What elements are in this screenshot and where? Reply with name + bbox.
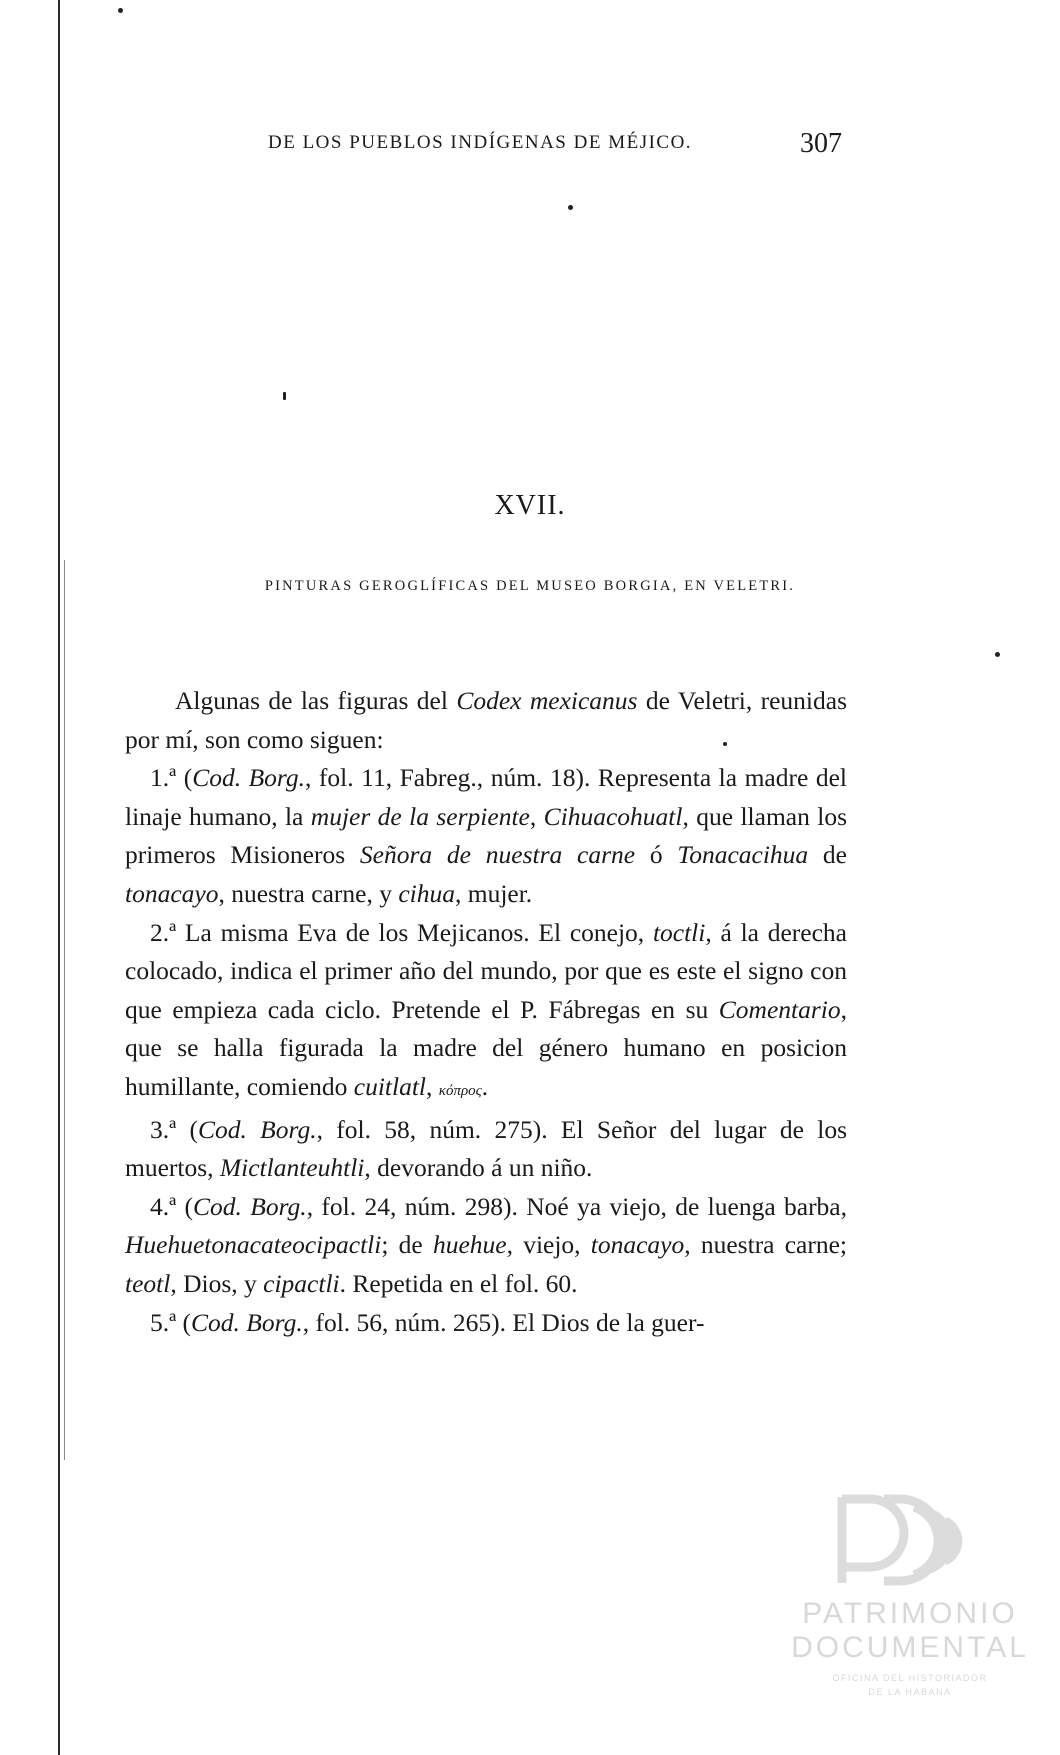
italic-term: Codex mexicanus bbox=[456, 686, 638, 715]
italic-term: Señora de nuestra carne bbox=[359, 840, 636, 870]
italic-term: Comentario bbox=[718, 994, 841, 1024]
italic-term: Cihuacohuatl bbox=[543, 801, 683, 831]
text-run: , fol. 58, núm. 275). El Señor del lugar de los muertos, bbox=[125, 1114, 847, 1183]
ink-speck bbox=[568, 205, 573, 210]
text-run: , viejo, bbox=[506, 1230, 591, 1260]
text-run: de Veletri, reunidas por mí, son como siguen: bbox=[125, 686, 847, 754]
paragraph bbox=[125, 914, 847, 1111]
watermark-line-3: OFICINA DEL HISTORIADOR bbox=[832, 1673, 988, 1683]
italic-term: huehue bbox=[432, 1230, 507, 1260]
text-run: 5.ª ( bbox=[150, 1307, 192, 1337]
italic-term: Cod. Borg. bbox=[191, 1307, 303, 1337]
body-text bbox=[125, 682, 847, 1342]
text-run: , Dios, y bbox=[170, 1268, 264, 1298]
italic-term: Tonacacihua bbox=[677, 840, 809, 870]
italic-term: Cod. Borg. bbox=[197, 1114, 317, 1144]
italic-term: Huehuetonacateocipactli bbox=[125, 1230, 382, 1260]
ink-speck bbox=[995, 652, 1000, 657]
italic-term: cihua bbox=[398, 878, 455, 908]
running-title: DE LOS PUEBLOS INDÍGENAS DE MÉJICO. bbox=[268, 132, 693, 153]
text-run: , que se halla figurada la madre del género humano en posicion humillante, comiendo bbox=[125, 994, 847, 1101]
italic-term: toctli bbox=[652, 917, 706, 947]
italic-term: teotl bbox=[125, 1268, 171, 1298]
watermark-line-2: DOCUMENTAL bbox=[791, 1631, 1029, 1664]
paragraph bbox=[125, 1188, 847, 1304]
italic-term: Cod. Borg. bbox=[192, 763, 306, 793]
text-run: 4.ª ( bbox=[150, 1191, 194, 1221]
text-run: , que llaman los primeros Misioneros bbox=[125, 801, 848, 870]
text-run: , bbox=[426, 1071, 439, 1101]
text-run: . bbox=[481, 1071, 489, 1101]
watermark-line-1: PATRIMONIO bbox=[802, 1597, 1018, 1630]
paragraph bbox=[125, 1111, 847, 1188]
text-run: 3.ª ( bbox=[150, 1114, 198, 1144]
text-run: , nuestra carne, y bbox=[218, 878, 399, 908]
italic-term: cuitlatl bbox=[353, 1071, 426, 1101]
paragraph bbox=[125, 682, 847, 759]
text-run: Algunas de las figuras del bbox=[175, 686, 457, 715]
chapter-number: XVII. bbox=[494, 490, 566, 521]
text-run: , mujer. bbox=[454, 878, 533, 908]
text-run: . Repetida en el fol. 60. bbox=[339, 1268, 578, 1298]
text-run: 1.ª ( bbox=[150, 763, 193, 793]
italic-term: tonacayo bbox=[590, 1230, 685, 1260]
text-run: de bbox=[808, 840, 847, 870]
text-run: , á la derecha colocado, indica el primer año del mundo, por que es este el signo con que empieza cada ciclo. Pretende el P. Fábregas en su bbox=[125, 917, 847, 1024]
text-run: ó bbox=[635, 840, 678, 870]
italic-term: Mictlanteuhtli bbox=[219, 1153, 365, 1183]
italic-term: cipactli bbox=[263, 1268, 340, 1298]
text-run: , bbox=[529, 801, 544, 831]
text-run: , fol. 56, núm. 265). El Dios de la guer- bbox=[302, 1307, 705, 1337]
paragraph bbox=[125, 1304, 847, 1343]
watermark bbox=[780, 1485, 1040, 1725]
italic-term: tonacayo bbox=[125, 878, 219, 908]
italic-term: Cod. Borg. bbox=[193, 1191, 307, 1221]
ink-speck bbox=[283, 392, 286, 400]
text-run: , devorando á un niño. bbox=[364, 1153, 593, 1183]
text-run: , fol. 11, Fabreg., núm. 18). Representa la madre del linaje humano, la bbox=[125, 763, 847, 831]
page-binding-shadow bbox=[64, 560, 65, 1460]
text-run: 2.ª La misma Eva de los Mejicanos. El conejo, bbox=[150, 917, 653, 947]
italic-term: mujer de la serpiente bbox=[310, 801, 530, 831]
ink-speck bbox=[118, 8, 123, 13]
watermark-logo-icon bbox=[780, 1485, 1040, 1595]
text-run: , nuestra carne; bbox=[684, 1230, 848, 1260]
chapter-subtitle: PINTURAS GEROGLÍFICAS DEL MUSEO BORGIA, EN VELETRI. bbox=[264, 578, 796, 594]
page-binding-edge bbox=[58, 0, 60, 1755]
text-run: , fol. 24, núm. 298). Noé ya viejo, de luenga barba, bbox=[306, 1191, 848, 1221]
running-head bbox=[268, 128, 842, 158]
text-run: ; de bbox=[381, 1230, 433, 1260]
watermark-line-4: DE LA HABANA bbox=[868, 1687, 952, 1697]
italic-term: κόπρος bbox=[438, 1082, 482, 1099]
page-number: 307 bbox=[800, 128, 842, 159]
paragraph bbox=[125, 759, 847, 913]
